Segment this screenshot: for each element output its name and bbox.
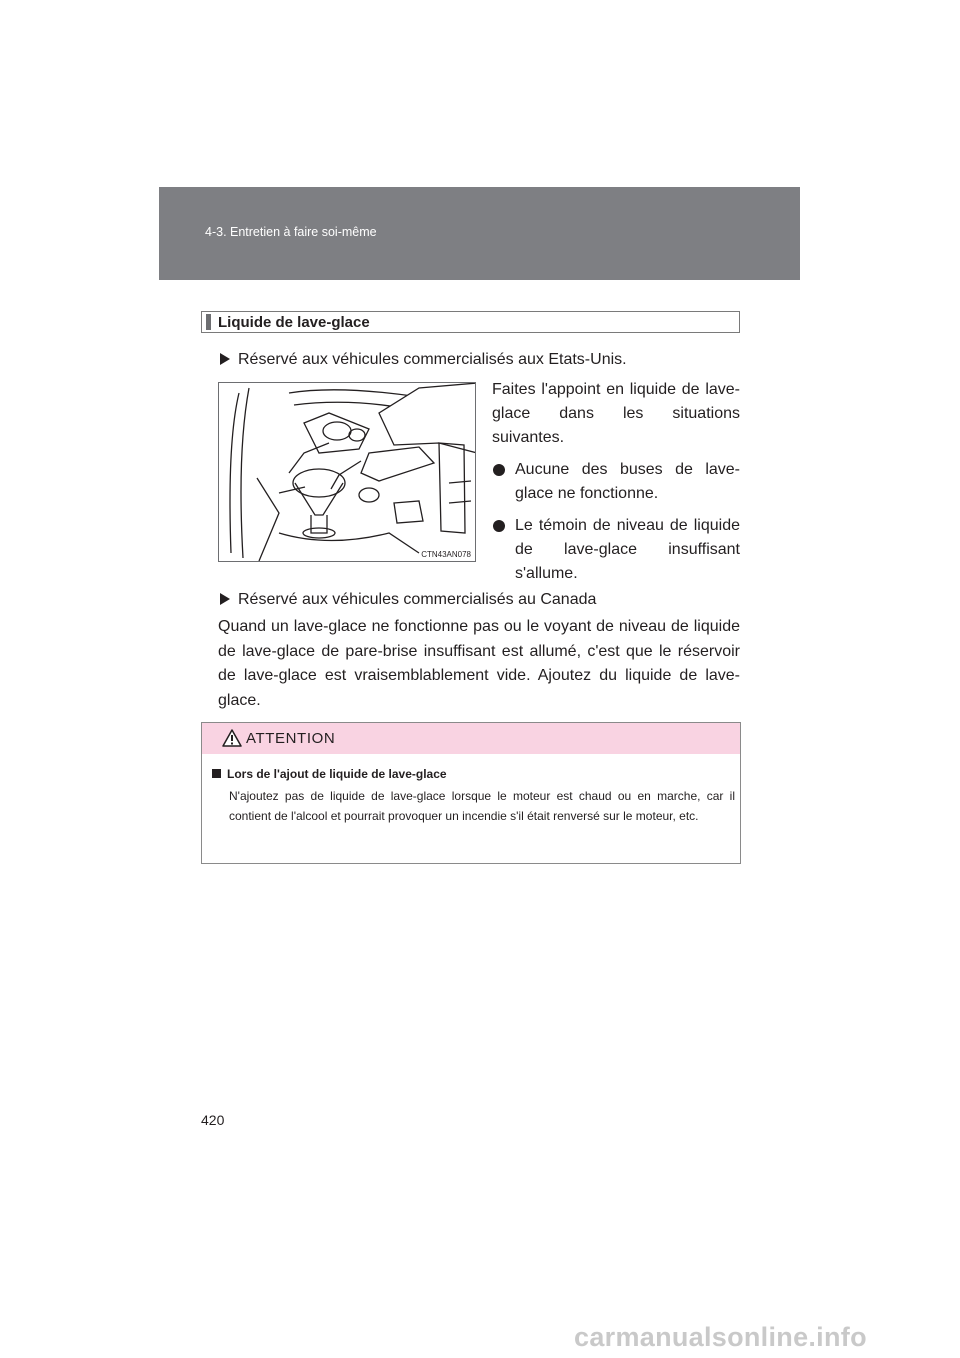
us-instructions — [492, 378, 740, 586]
chapter-heading: 4-3. Entretien à faire soi-même — [205, 225, 377, 239]
bullet-item — [492, 514, 740, 586]
watermark: carmanualsonline.info — [574, 1322, 867, 1352]
attention-subtitle-text: Lors de l'ajout de liquide de lave-glace — [227, 767, 447, 781]
page-number: 420 — [201, 1112, 225, 1128]
attention-subtitle — [212, 767, 447, 781]
attention-box — [201, 722, 741, 864]
bullet-text: Aucune des buses de lave-glace ne fonctionne. — [515, 461, 740, 502]
bullet-item — [492, 458, 740, 506]
canada-market-label — [220, 590, 596, 610]
square-bullet-icon — [212, 769, 221, 778]
washer-fluid-refill-illustration — [219, 383, 476, 562]
figure-code: CTN43AN078 — [421, 550, 471, 559]
attention-header — [202, 723, 740, 754]
warning-icon — [222, 729, 242, 747]
canada-paragraph: Quand un lave-glace ne fonctionne pas ou le voyant de niveau de liquide de lave-glace de pare-brise insuffisant est allumé, c'est que le réservoir de lave-glace est vraisemblablement vide. Ajoutez du liquide de lave-glace. — [218, 618, 740, 709]
washer-fluid-figure — [218, 382, 476, 562]
bullet-icon — [493, 520, 505, 532]
attention-text: N'ajoutez pas de liquide de lave-glace lorsque le moteur est chaud ou en marche, car il contient de l'alcool et pourrait provoquer un incendie s'il était renversé sur le moteur, etc. — [229, 789, 735, 823]
us-intro: Faites l'appoint en liquide de lave-glace dans les situations suivantes. — [492, 381, 740, 446]
bullet-icon — [493, 464, 505, 476]
section-title: Liquide de lave-glace — [218, 314, 370, 331]
us-market-text: Réservé aux véhicules commercialisés aux Etats-Unis. — [238, 351, 627, 368]
arrow-icon — [220, 353, 230, 365]
arrow-icon — [220, 593, 230, 605]
bullet-text: Le témoin de niveau de liquide de lave-glace insuffisant s'allume. — [515, 517, 740, 582]
us-market-label — [220, 350, 627, 370]
title-marker — [206, 314, 211, 330]
attention-title: ATTENTION — [246, 730, 336, 747]
section-title-box — [201, 311, 740, 333]
header-band — [159, 187, 800, 280]
canada-market-text: Réservé aux véhicules commercialisés au Canada — [238, 591, 597, 608]
